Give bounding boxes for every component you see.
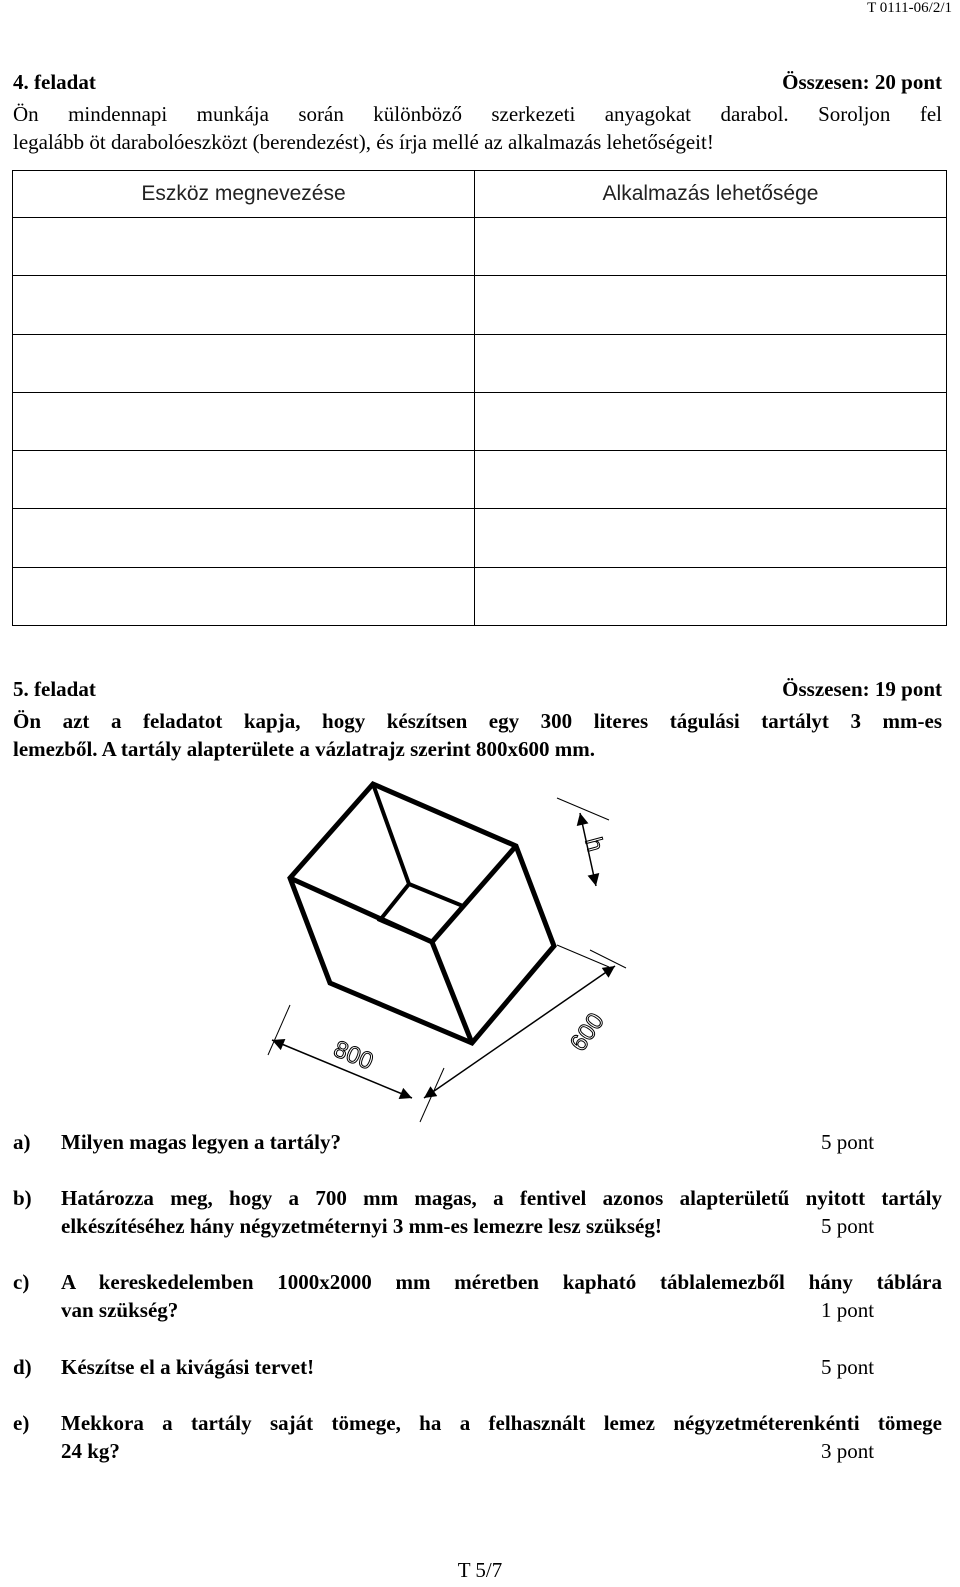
question-text-line2: elkészítéséhez hány négyzetméternyi 3 mm-es lemezre lesz szükség! bbox=[61, 1214, 662, 1238]
question-label: b) bbox=[13, 1186, 32, 1210]
question-label: c) bbox=[13, 1270, 30, 1294]
question-e bbox=[13, 1409, 942, 1465]
question-text-line1: Határozza meg, hogy a 700 mm magas, a fentivel azonos alapterületű nyitott tartály bbox=[61, 1186, 942, 1210]
task5-text-line2: lemezből. A tartály alapterülete a vázlatrajz szerint 800x600 mm. bbox=[13, 737, 596, 761]
task5-total: Összesen: 19 pont bbox=[782, 677, 942, 701]
question-points: 1 pont bbox=[821, 1298, 875, 1322]
page-number: T 5/7 bbox=[457, 1558, 503, 1582]
dimension-800-label: 800 bbox=[329, 1035, 377, 1076]
question-text: Milyen magas legyen a tartály? bbox=[61, 1130, 341, 1154]
question-points: 3 pont bbox=[821, 1439, 875, 1463]
task4-text-line2: legalább öt darabolóeszközt (berendezést), és írja mellé az alkalmazás lehetőségeit! bbox=[13, 130, 714, 154]
question-b bbox=[13, 1184, 942, 1240]
task4-text-line1: Ön mindennapi munkája során különböző szerkezeti anyagokat darabol. Soroljon fel bbox=[13, 102, 942, 126]
question-text-line2: 24 kg? bbox=[61, 1439, 120, 1463]
dimension-arrows bbox=[272, 813, 615, 1098]
document-code: T 0111-06/2/1 bbox=[867, 0, 952, 16]
question-d bbox=[13, 1353, 942, 1381]
task5-title: 5. feladat bbox=[13, 677, 96, 701]
question-points: 5 pont bbox=[821, 1214, 875, 1238]
dimension-h-label: h bbox=[579, 834, 609, 855]
question-text-line1: A kereskedelemben 1000x2000 mm méretben kapható táblalemezből hány táblára bbox=[61, 1270, 942, 1294]
task4-title: 4. feladat bbox=[13, 70, 96, 94]
dimension-600-label: 600 bbox=[564, 1008, 610, 1057]
question-text: Készítse el a kivágási tervet! bbox=[61, 1355, 315, 1379]
task4-total: Összesen: 20 pont bbox=[782, 70, 942, 94]
question-text-line2: van szükség? bbox=[61, 1298, 179, 1322]
question-c bbox=[13, 1268, 942, 1324]
table-header-application: Alkalmazás lehetősége bbox=[475, 171, 947, 218]
table-header-tool: Eszköz megnevezése bbox=[13, 171, 475, 218]
task5-text-line1: Ön azt a feladatot kapja, hogy készítsen egy 300 literes tágulási tartályt 3 mm-es bbox=[13, 709, 942, 733]
question-label: a) bbox=[13, 1130, 31, 1154]
question-a bbox=[13, 1128, 942, 1156]
question-points: 5 pont bbox=[821, 1130, 875, 1154]
question-text-line1: Mekkora a tartály saját tömege, ha a felhasznált lemez négyzetméterenkénti tömege bbox=[61, 1411, 942, 1435]
tank-outline bbox=[290, 784, 554, 1043]
question-points: 5 pont bbox=[821, 1355, 875, 1379]
question-label: d) bbox=[13, 1355, 32, 1379]
question-label: e) bbox=[13, 1411, 30, 1435]
